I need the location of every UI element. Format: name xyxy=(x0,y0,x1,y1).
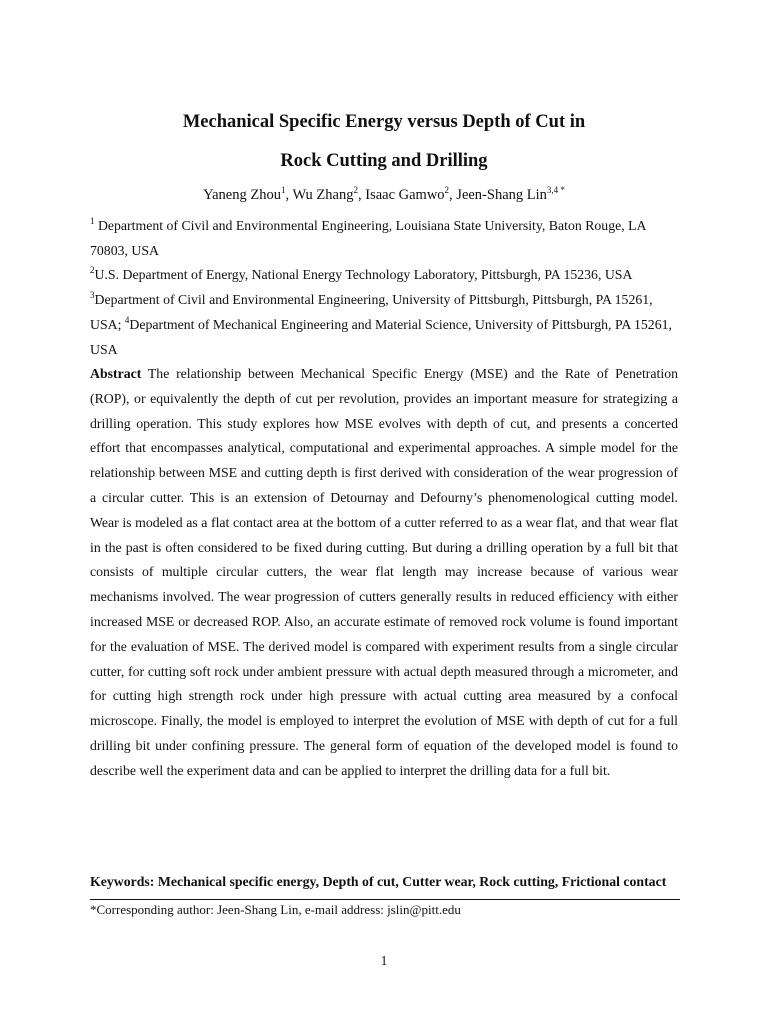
corresponding-author-footnote: *Corresponding author: Jeen-Shang Lin, e-mail address: jslin@pitt.edu xyxy=(90,902,461,917)
abstract-label: Abstract xyxy=(90,366,142,381)
affiliation-text: Department of Civil and Environmental Engineering, University of Pittsburgh, Pittsburgh, PA 15261, USA; xyxy=(90,292,653,332)
keywords: Keywords: Mechanical specific energy, Depth of cut, Cutter wear, Rock cutting, Frictional contact xyxy=(90,874,667,889)
affiliation-text: U.S. Department of Energy, National Energy Technology Laboratory, Pittsburgh, PA 15236, USA xyxy=(94,267,633,282)
page-number: 1 xyxy=(380,953,388,968)
author-list xyxy=(0,185,768,205)
affiliation-text: Department of Civil and Environmental Engineering, Louisiana State University, Baton Rouge, LA 70803, USA xyxy=(90,218,646,258)
author-name: Jeen-Shang Lin xyxy=(456,187,547,203)
author-affiliation-mark: 2 xyxy=(444,185,450,195)
affiliation-text: Department of Mechanical Engineering and Material Science, University of Pittsburgh, PA 15261, USA xyxy=(90,316,672,357)
author-affiliation-mark: 1 xyxy=(280,185,286,195)
author-affiliation-mark: 2 xyxy=(353,185,358,195)
abstract-text: The relationship between Mechanical Specific Energy (MSE) and the Rate of Penetration (ROP), or equivalently the depth of cut per revolution, provides an important measure for strategizing a drilling operation. This study explores how MSE evolves with depth of cut, and presents a concerted effort that encompasses analytical, computational and experimental approaches. A simple model for the relationship between MSE and cutting depth is first derived with consideration of the wear progression of a circular cutter. This is an extension of Detournay and Defourny’s phenomenological cutting model. Wear is modeled as a flat contact area at the bottom of a cutter referred to as a wear flat, and that wear flat in the past is often considered to be fixed during cutting. But during a drilling operation by a full bit that consists of multiple circular cutters, the wear flat length may increase because of various wear mechanisms involved. The wear progression of cutters generally results in reduced efficiency with either increased MSE or decreased ROP. Also, an accurate estimate of removed rock volume is found important for the evaluation of MSE. The derived model is compared with experiment results from a single circular cutter, for cutting soft rock under ambient pressure with actual depth measured through a micrometer, and for cutting high strength rock under high pressure with actual cutting area measured by a confocal microscope. Finally, the model is employed to interpret the evolution of MSE with depth of cut for a full drilling bit under confining pressure. The general form of equation of the developed model is found to describe well the experiment data and can be applied to interpret the drilling data for a full bit. xyxy=(90,366,678,778)
author-separator: , xyxy=(449,187,457,203)
paper-title-line-1: Mechanical Specific Energy versus Depth of Cut in xyxy=(182,112,586,132)
paper-title-line-2: Rock Cutting and Drilling xyxy=(280,151,488,171)
affiliation-mark: 4 xyxy=(124,314,130,325)
affiliation-1 xyxy=(90,214,678,264)
affiliation-mark: 3 xyxy=(90,290,95,300)
author-separator: , xyxy=(357,187,366,203)
abstract xyxy=(90,362,678,784)
affiliation-3 xyxy=(90,288,678,362)
author-name: Wu Zhang xyxy=(292,187,354,203)
affiliation-2 xyxy=(90,263,678,288)
affiliation-mark: 2 xyxy=(90,265,95,275)
author-separator: , xyxy=(285,187,293,203)
affiliation-mark: 1 xyxy=(90,216,95,226)
author-name: Yaneng Zhou xyxy=(203,187,281,203)
author-affiliation-mark: 3,4 * xyxy=(546,185,565,195)
author-name: Isaac Gamwo xyxy=(365,187,445,203)
